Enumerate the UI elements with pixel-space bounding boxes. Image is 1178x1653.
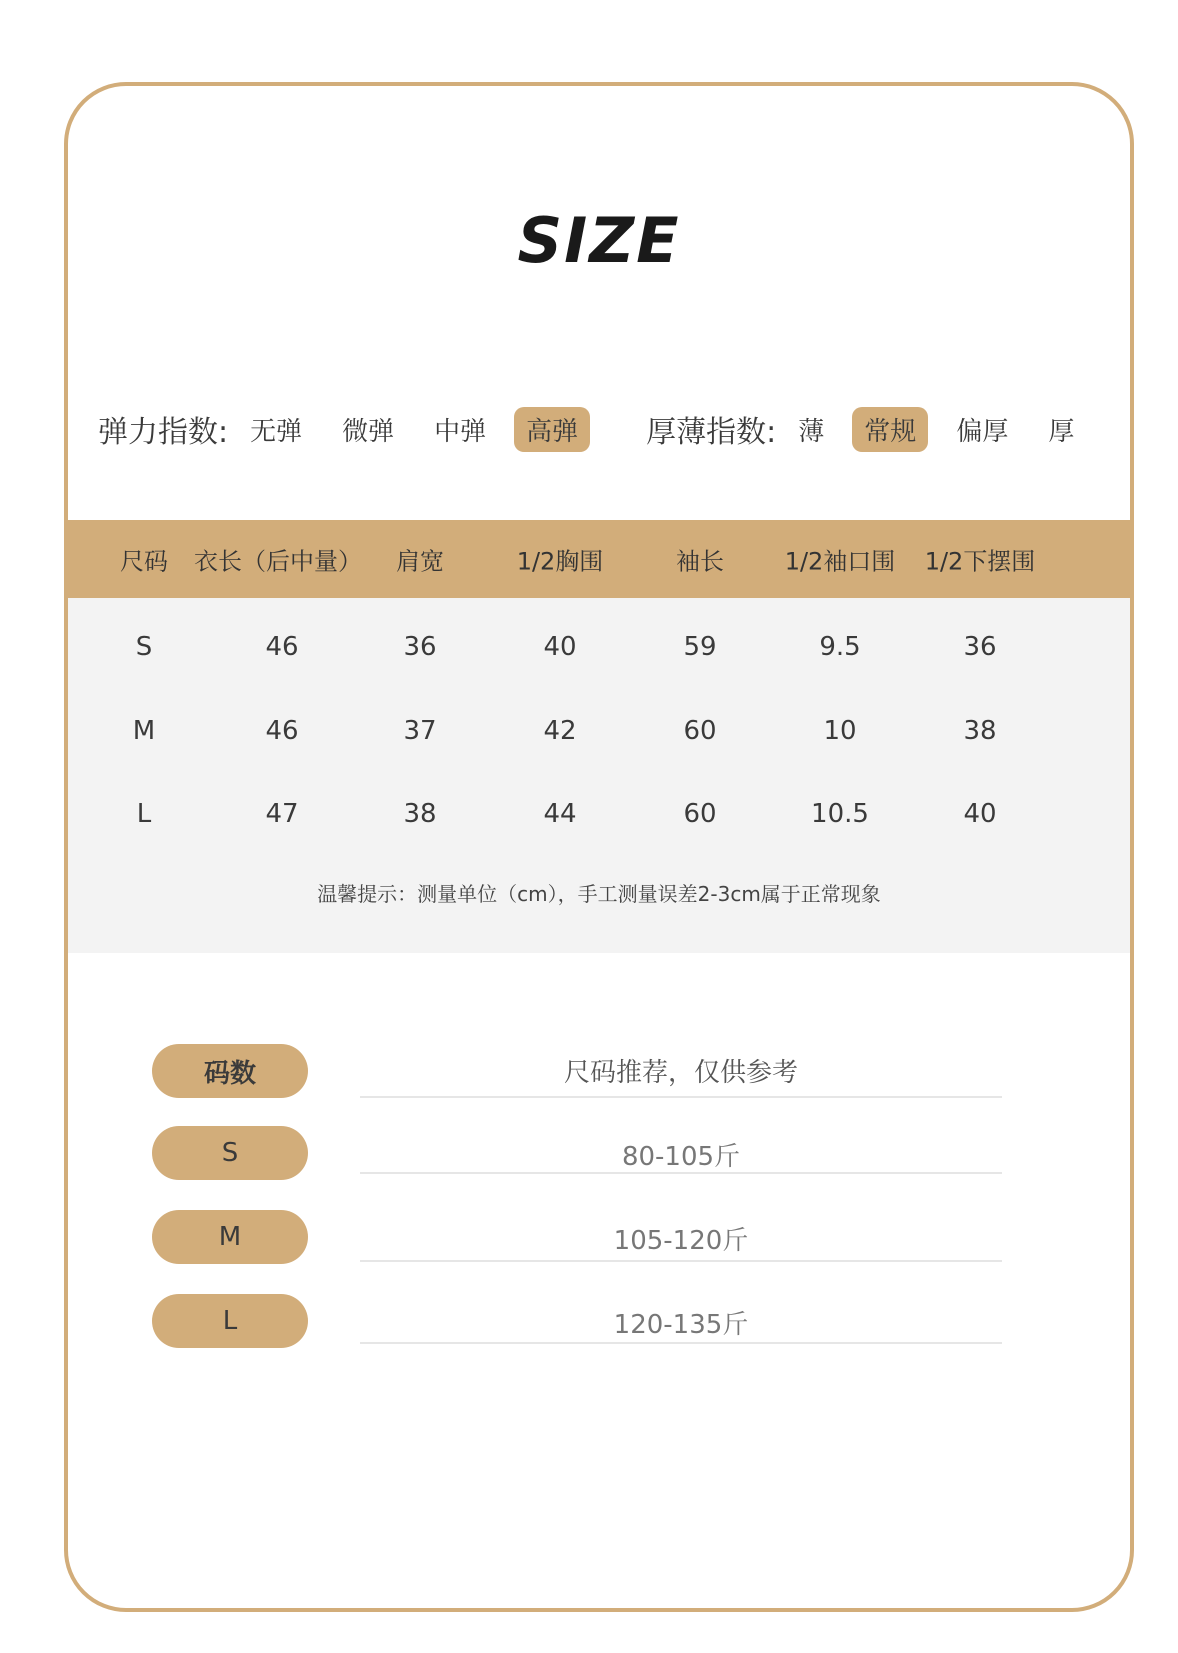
thickness-label: 厚薄指数:	[646, 415, 777, 450]
weight-range-s: 80-105斤	[621, 1142, 741, 1172]
table-cell: 40	[963, 799, 997, 829]
table-cell: 10.5	[811, 799, 869, 829]
table-cell: L	[136, 799, 152, 829]
header-cuff: 1/2袖口围	[784, 547, 896, 576]
elasticity-option-high: 高弹	[514, 407, 590, 452]
table-cell: S	[135, 632, 153, 662]
table-cell: 60	[683, 716, 717, 746]
size-pill-l: L	[152, 1294, 308, 1348]
divider-line	[360, 1096, 1002, 1098]
table-cell: 44	[543, 799, 577, 829]
header-size: 尺码	[120, 547, 168, 576]
table-cell: 46	[265, 632, 299, 662]
table-cell: 38	[403, 799, 437, 829]
thickness-option-thick: 厚	[1048, 416, 1075, 447]
table-cell: 40	[543, 632, 577, 662]
table-cell: 60	[683, 799, 717, 829]
divider-line	[360, 1172, 1002, 1174]
size-pill-m: M	[152, 1210, 308, 1264]
size-title: SIZE	[517, 204, 681, 277]
weight-range-m: 105-120斤	[613, 1226, 749, 1256]
thickness-option-regular: 常规	[852, 407, 928, 452]
header-length: 衣长（后中量）	[194, 547, 362, 576]
table-cell: M	[132, 716, 156, 746]
header-hem: 1/2下摆围	[924, 547, 1036, 576]
size-table-header	[68, 520, 1130, 598]
index-row	[98, 406, 1102, 452]
thickness-option-thin: 薄	[798, 416, 825, 447]
table-cell: 47	[265, 799, 299, 829]
recommendation-header-text: 尺码推荐，仅供参考	[563, 1058, 798, 1088]
table-cell: 38	[963, 716, 997, 746]
table-cell: 59	[683, 632, 717, 662]
table-cell: 9.5	[819, 632, 861, 662]
table-cell: 42	[543, 716, 577, 746]
divider-line	[360, 1342, 1002, 1344]
elasticity-option-slight: 微弹	[342, 416, 395, 447]
size-header-pill: 码数	[152, 1044, 308, 1098]
divider-line	[360, 1260, 1002, 1262]
table-cell: 10	[823, 716, 857, 746]
header-sleeve: 袖长	[676, 547, 724, 576]
elasticity-option-none: 无弹	[250, 416, 303, 447]
elasticity-label: 弹力指数:	[98, 415, 229, 450]
header-shoulder: 肩宽	[396, 547, 444, 576]
table-cell: 37	[403, 716, 437, 746]
elasticity-option-medium: 中弹	[434, 416, 487, 447]
table-cell: 46	[265, 716, 299, 746]
measurement-tip: 温馨提示：测量单位（cm），手工测量误差2-3cm属于正常现象	[317, 882, 881, 906]
size-pill-s: S	[152, 1126, 308, 1180]
thickness-option-thick-ish: 偏厚	[956, 416, 1009, 447]
table-cell: 36	[963, 632, 997, 662]
table-cell: 36	[403, 632, 437, 662]
header-chest: 1/2胸围	[516, 547, 604, 576]
size-card	[64, 82, 1134, 1612]
weight-range-l: 120-135斤	[613, 1310, 749, 1340]
